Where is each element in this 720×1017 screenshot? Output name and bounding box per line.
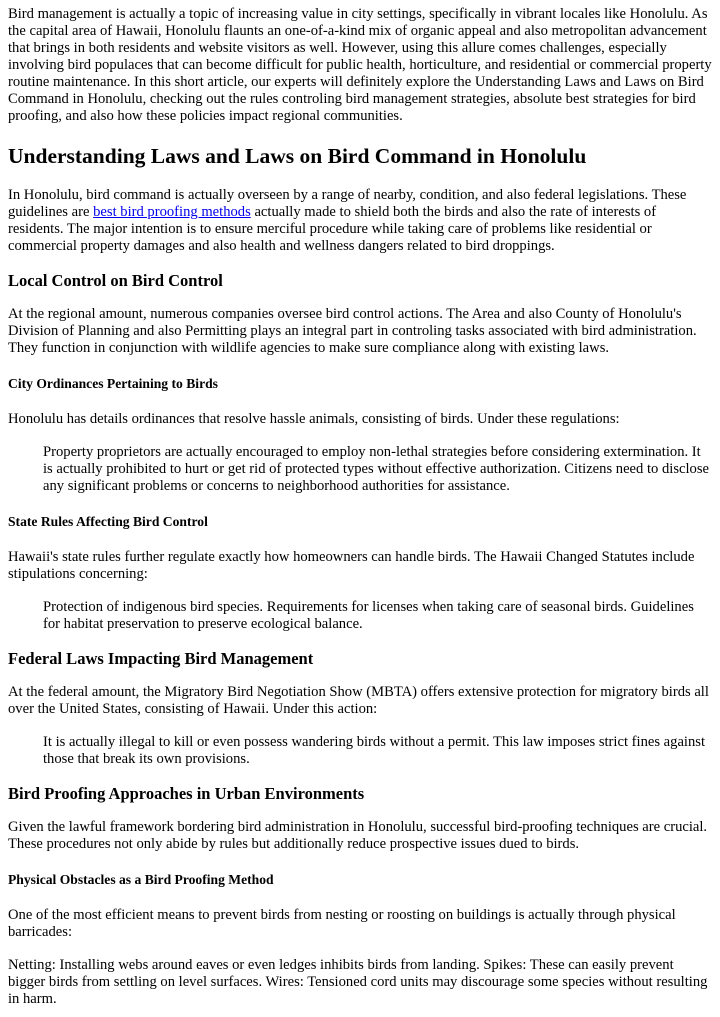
federal-laws-paragraph: At the federal amount, the Migratory Bird Negotiation Show (MBTA) offers extensive protection for migratory birds all over the United States, consisting of Hawaii. Under this action:	[8, 684, 709, 717]
local-control-heading: Local Control on Bird Control	[8, 271, 223, 290]
federal-laws-heading: Federal Laws Impacting Bird Management	[8, 649, 314, 668]
local-control-paragraph: At the regional amount, numerous companies oversee bird control actions. The Area and also County of Honolulu's Division of Planning and also Permitting plays an integral part in controling tasks associated with bird administration. They function in conjunction with wildlife agencies to make sure compliance along with existing laws.	[8, 306, 697, 356]
physical-obstacles-heading: Physical Obstacles as a Bird Proofing Method	[8, 872, 274, 887]
bird-proofing-paragraph: Given the lawful framework bordering bird administration in Honolulu, successful bird-proofing techniques are crucial. These procedures not only abide by rules but additionally reduce prospective issues dued to birds.	[8, 819, 708, 852]
overview-text-after: actually made to shield both the birds and also the rate of interests of residents. The major intention is to ensure merciful procedure while taking care of problems like residential or commercial property damages and also health and wellness dangers related to bird droppings.	[8, 204, 657, 254]
page-title: Understanding Laws and Laws on Bird Command in Honolulu	[8, 144, 587, 168]
overview-text-before: In Honolulu, bird command is actually overseen by a range of nearby, condition, and also federal legislations. These guidelines are	[8, 187, 687, 220]
intro-paragraph: Bird management is actually a topic of increasing value in city settings, specifically in vibrant locales like Honolulu. As the capital area of Hawaii, Honolulu flaunts an one-of-a-kind mix of organic appeal and also metropolitan advancement that brings in both residents and website visitors as well. However, using this allure comes challenges, especially involving bird populaces that can become difficult for public health, horticulture, and residential or commercial property routine maintenance. In this short article, our experts will definitely explore the Understanding Laws and Laws on Bird Command in Honolulu, checking out the rules controling bird management strategies, absolute best strategies for bird proofing, and also how these policies impact regional communities.	[8, 6, 712, 124]
physical-obstacles-paragraph: One of the most efficient means to prevent birds from nesting or roosting on buildings is actually through physical barricades:	[8, 907, 676, 940]
state-rules-heading: State Rules Affecting Bird Control	[8, 514, 208, 529]
state-rules-quote: Protection of indigenous bird species. Requirements for licenses when taking care of seasonal birds. Guidelines for habitat preservation to preserve ecological balance.	[43, 599, 694, 632]
bird-proofing-link[interactable]: best bird proofing methods	[93, 204, 251, 220]
city-ordinances-quote: Property proprietors are actually encouraged to employ non-lethal strategies before considering extermination. It is actually prohibited to hurt or get rid of protected types without effective authorization. Citizens need to disclose any significant problems or concerns to neighborhood authorities for assistance.	[43, 444, 709, 494]
netting-paragraph: Netting: Installing webs around eaves or even ledges inhibits birds from landing. Spikes: These can easily prevent bigger birds from settling on level surfaces. Wires: Tensioned cord units may discourage some species without resulting in harm.	[8, 957, 708, 1007]
city-ordinances-paragraph: Honolulu has details ordinances that resolve hassle animals, consisting of birds. Under these regulations:	[8, 411, 620, 427]
overview-paragraph	[8, 187, 712, 255]
federal-laws-quote: It is actually illegal to kill or even possess wandering birds without a permit. This law imposes strict fines against those that break its own provisions.	[43, 734, 706, 767]
state-rules-paragraph: Hawaii's state rules further regulate exactly how homeowners can handle birds. The Hawaii Changed Statutes include stipulations concerning:	[8, 549, 695, 582]
bird-proofing-heading: Bird Proofing Approaches in Urban Environments	[8, 784, 365, 803]
city-ordinances-heading: City Ordinances Pertaining to Birds	[8, 376, 218, 391]
